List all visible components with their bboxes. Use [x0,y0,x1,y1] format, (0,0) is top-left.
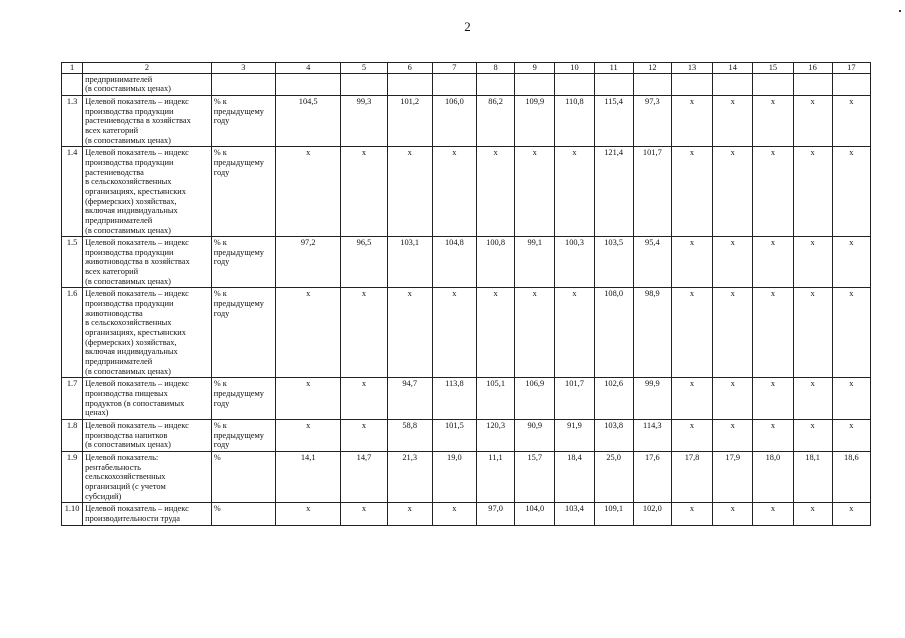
indicator-name-line: (фермерских) хозяйствах, [85,337,177,347]
indicator-name [83,147,212,237]
value-cell [671,73,712,95]
unit-cell [211,237,275,288]
value-cell: x [793,95,832,146]
value-cell: x [753,95,793,146]
value-cell: x [387,147,432,237]
indicator-name-line: растениеводства [85,167,144,177]
table-row [62,451,871,502]
value-cell: 97,0 [476,503,514,525]
value-cell: 19,0 [432,451,476,502]
value-cell: x [753,378,793,420]
unit-line: % к [213,96,227,106]
indicator-name [83,451,212,502]
unit-line: предыдущему [213,247,264,257]
unit-line: году [213,257,230,267]
indicator-name-line: предпринимателей [85,357,153,367]
value-cell: 115,4 [594,95,633,146]
unit-line: году [213,440,230,450]
value-cell: x [671,95,712,146]
value-cell: x [276,378,341,420]
value-cell: x [671,147,712,237]
value-cell: 106,9 [515,378,555,420]
indicator-name-line: (фермерских) хозяйствах, [85,196,177,206]
indicator-name-line: включая индивидуальных [85,347,178,357]
unit-line: предыдущему [213,299,264,309]
value-cell: 98,9 [633,288,671,378]
indicator-name-line: рентабельность [85,462,141,472]
unit-line: году [213,398,230,408]
value-cell: 109,1 [594,503,633,525]
value-cell: 101,2 [387,95,432,146]
value-cell: 110,8 [555,95,594,146]
unit-cell [211,288,275,378]
value-cell: x [671,419,712,451]
value-cell: x [387,503,432,525]
value-cell: x [713,147,753,237]
value-cell: 86,2 [476,95,514,146]
value-cell: x [713,237,753,288]
indicator-name-line: Целевой показатель – индекс [85,504,189,514]
indicator-name-line: Целевой показатель – индекс [85,96,189,106]
value-cell: x [832,95,870,146]
value-cell: 14,1 [276,451,341,502]
header-cell: 5 [341,63,387,74]
indicator-name [83,95,212,146]
value-cell: x [832,378,870,420]
value-cell [515,73,555,95]
value-cell: x [276,288,341,378]
indicator-name-line: животноводства [85,308,143,318]
value-cell: x [793,378,832,420]
unit-cell [211,378,275,420]
row-number: 1.8 [62,419,83,451]
unit-line: предыдущему [213,106,264,116]
value-cell: 104,0 [515,503,555,525]
value-cell: x [432,147,476,237]
value-cell: 102,0 [633,503,671,525]
unit-line: предыдущему [213,430,264,440]
value-cell: 95,4 [633,237,671,288]
table-row [62,237,871,288]
indicator-name-line: Целевой показатель: [85,452,159,462]
row-number: 1.5 [62,237,83,288]
value-cell: x [793,503,832,525]
value-cell: 100,3 [555,237,594,288]
indicator-name-line: (в сопоставимых ценах) [85,84,171,94]
value-cell: 101,5 [432,419,476,451]
indicator-name-line: производства напитков [85,430,168,440]
value-cell: 17,9 [713,451,753,502]
value-cell: 105,1 [476,378,514,420]
value-cell: 90,9 [515,419,555,451]
unit-cell [211,73,275,95]
value-cell [713,73,753,95]
value-cell: x [753,503,793,525]
value-cell: x [671,288,712,378]
indicator-name-line: предпринимателей [85,74,153,84]
header-cell: 7 [432,63,476,74]
value-cell: 114,3 [633,419,671,451]
value-cell [387,73,432,95]
row-number: 1.10 [62,503,83,525]
value-cell: x [476,288,514,378]
indicator-name [83,378,212,420]
value-cell: 101,7 [555,378,594,420]
value-cell: x [793,419,832,451]
indicator-name-line: (в сопоставимых ценах) [85,440,171,450]
indicator-name-line: (в сопоставимых ценах) [85,135,171,145]
unit-line: % к [213,289,227,299]
indicator-name-line: сельскохозяйственных [85,472,166,482]
indicator-name-line: производительности труда [85,513,181,523]
value-cell: 106,0 [432,95,476,146]
value-cell: x [753,419,793,451]
value-cell: x [832,288,870,378]
value-cell: x [793,237,832,288]
header-cell: 9 [515,63,555,74]
header-cell: 4 [276,63,341,74]
indicator-name-line: Целевой показатель – индекс [85,379,189,389]
unit-cell [211,503,275,525]
indicator-name-line: Целевой показатель – индекс [85,289,189,299]
value-cell: x [276,419,341,451]
value-cell: 97,3 [633,95,671,146]
value-cell: 18,0 [753,451,793,502]
value-cell: 103,1 [387,237,432,288]
value-cell: x [832,147,870,237]
value-cell [476,73,514,95]
value-cell: 109,9 [515,95,555,146]
value-cell: 103,5 [594,237,633,288]
row-number: 1.4 [62,147,83,237]
indicator-name-line: субсидий) [85,491,122,501]
scan-speck [899,10,901,12]
table-row [62,147,871,237]
value-cell: 99,1 [515,237,555,288]
header-cell: 10 [555,63,594,74]
indicator-name-line: производства продукции [85,247,174,257]
row-number: 1.3 [62,95,83,146]
indicator-name-line: производства продукции [85,299,174,309]
value-cell: x [515,147,555,237]
value-cell: x [713,378,753,420]
value-cell: 103,4 [555,503,594,525]
table-row [62,288,871,378]
value-cell: x [671,237,712,288]
value-cell: x [713,288,753,378]
value-cell: 11,1 [476,451,514,502]
value-cell: x [555,147,594,237]
value-cell: x [671,503,712,525]
indicator-name [83,288,212,378]
header-cell: 17 [832,63,870,74]
value-cell: x [793,147,832,237]
value-cell: x [832,237,870,288]
value-cell: x [555,288,594,378]
value-cell: 121,4 [594,147,633,237]
value-cell: 103,8 [594,419,633,451]
value-cell: x [341,378,387,420]
unit-line: % к [213,420,227,430]
value-cell: 99,3 [341,95,387,146]
unit-cell [211,95,275,146]
table-row [62,73,871,95]
indicator-name-line: животноводства в хозяйствах [85,257,190,267]
unit-line: году [213,167,230,177]
indicator-name-line: предпринимателей [85,215,153,225]
value-cell: 113,8 [432,378,476,420]
value-cell: 94,7 [387,378,432,420]
value-cell: x [713,95,753,146]
indicator-name-line: продуктов (в сопоставимых [85,398,185,408]
value-cell: 14,7 [341,451,387,502]
unit-line: году [213,308,230,318]
indicator-name-line: Целевой показатель – индекс [85,420,189,430]
value-cell: x [713,503,753,525]
indicator-name-line: организациях, крестьянских [85,328,186,338]
table-row [62,419,871,451]
unit-cell [211,451,275,502]
row-number: 1.6 [62,288,83,378]
header-cell: 1 [62,63,83,74]
header-cell: 11 [594,63,633,74]
value-cell: 97,2 [276,237,341,288]
indicator-name-line: в сельскохозяйственных [85,318,172,328]
header-cell: 16 [793,63,832,74]
table-row [62,95,871,146]
value-cell [555,73,594,95]
indicator-name-line: Целевой показатель – индекс [85,148,189,158]
value-cell: x [832,419,870,451]
value-cell: x [276,147,341,237]
value-cell: 18,1 [793,451,832,502]
value-cell: 100,8 [476,237,514,288]
header-row [62,63,871,74]
value-cell: x [387,288,432,378]
value-cell [341,73,387,95]
header-cell: 2 [83,63,212,74]
indicator-name-line: (в сопоставимых ценах) [85,225,171,235]
value-cell: x [276,503,341,525]
value-cell: 101,7 [633,147,671,237]
page-number: 2 [464,19,471,34]
value-cell [633,73,671,95]
header-cell: 12 [633,63,671,74]
value-cell: 102,6 [594,378,633,420]
indicator-name-line: (в сопоставимых ценах) [85,276,171,286]
unit-cell [211,147,275,237]
value-cell [432,73,476,95]
value-cell: x [341,147,387,237]
value-cell: 99,9 [633,378,671,420]
unit-line: % к [213,148,227,158]
header-cell: 8 [476,63,514,74]
value-cell: x [341,419,387,451]
indicator-name-line: организаций (с учетом [85,481,166,491]
indicator-name-line: всех категорий [85,267,139,277]
value-cell: x [753,147,793,237]
value-cell [276,73,341,95]
header-cell: 6 [387,63,432,74]
indicator-name-line: в сельскохозяйственных [85,177,172,187]
value-cell: 18,4 [555,451,594,502]
value-cell: x [515,288,555,378]
unit-line: % к [213,379,227,389]
value-cell: x [432,503,476,525]
indicator-name-line: производства продукции [85,157,174,167]
indicator-name-line: ценах) [85,408,109,418]
value-cell: 91,9 [555,419,594,451]
table-row [62,378,871,420]
header-cell: 13 [671,63,712,74]
value-cell [594,73,633,95]
indicator-name-line: растениеводства в хозяйствах [85,116,191,126]
value-cell: 17,8 [671,451,712,502]
value-cell: x [753,237,793,288]
indicator-name-line: организациях, крестьянских [85,186,186,196]
indicator-name [83,237,212,288]
value-cell: 17,6 [633,451,671,502]
header-cell: 14 [713,63,753,74]
value-cell: 18,6 [832,451,870,502]
value-cell: 21,3 [387,451,432,502]
table-row [62,503,871,525]
indicator-name [83,503,212,525]
indicator-name-line: включая индивидуальных [85,206,178,216]
value-cell: x [432,288,476,378]
value-cell: 108,0 [594,288,633,378]
header-cell: 15 [753,63,793,74]
row-number [62,73,83,95]
value-cell: x [341,288,387,378]
value-cell [832,73,870,95]
value-cell: 58,8 [387,419,432,451]
row-number: 1.7 [62,378,83,420]
value-cell: 104,8 [432,237,476,288]
unit-line: % [213,452,221,462]
indicator-name-line: производства продукции [85,106,174,116]
value-cell: x [793,288,832,378]
value-cell [793,73,832,95]
value-cell: 120,3 [476,419,514,451]
indicator-name [83,419,212,451]
indicator-name-line: (в сопоставимых ценах) [85,366,171,376]
indicator-name [83,73,212,95]
value-cell: 15,7 [515,451,555,502]
indicator-name-line: Целевой показатель – индекс [85,238,189,248]
value-cell: x [753,288,793,378]
value-cell: x [832,503,870,525]
row-number: 1.9 [62,451,83,502]
value-cell: 25,0 [594,451,633,502]
indicators-table [61,62,871,526]
value-cell: x [476,147,514,237]
header-cell: 3 [211,63,275,74]
unit-line: предыдущему [213,389,264,398]
indicator-name-line: всех категорий [85,125,139,135]
value-cell: 104,5 [276,95,341,146]
unit-line: предыдущему [213,157,264,167]
value-cell: x [341,503,387,525]
unit-line: году [213,116,230,126]
unit-line: % к [213,238,227,248]
indicator-name-line: производства пищевых [85,389,168,398]
value-cell: x [671,378,712,420]
unit-line: % [213,504,221,514]
value-cell: 96,5 [341,237,387,288]
value-cell: x [713,419,753,451]
value-cell [753,73,793,95]
unit-cell [211,419,275,451]
